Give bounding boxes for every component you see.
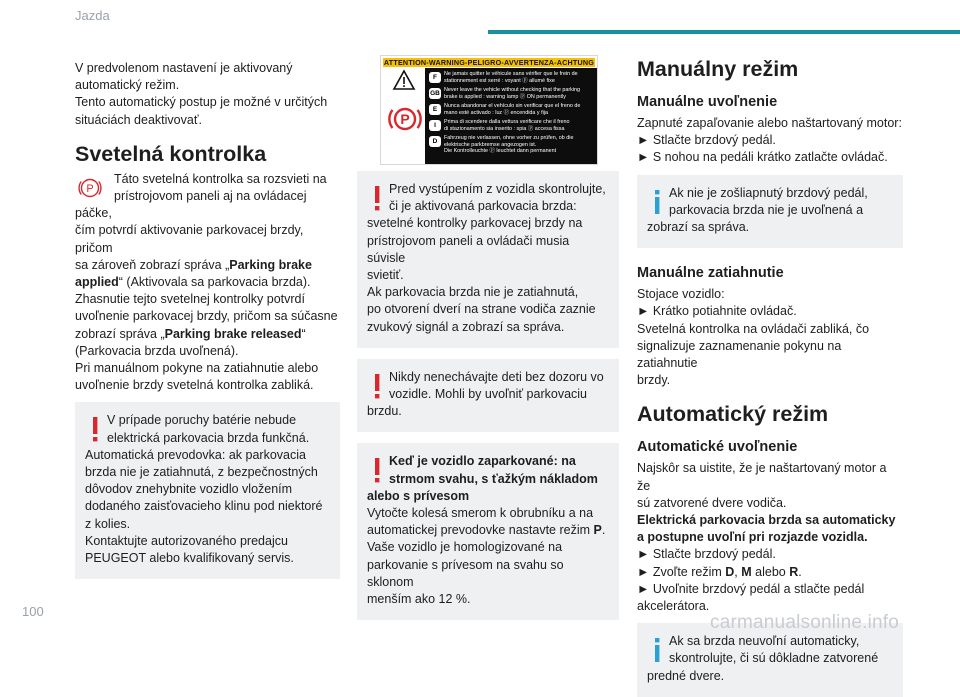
heading-manual-mode: Manuálny režim [637, 57, 799, 81]
watermark: carmanualsonline.info [710, 612, 900, 633]
battery-warning-box: V prípade poruchy batérie nebude elektrická parkovacia brzda funkčná. Automatická prevodovka: ak parkovacia brzda nie je zatiahnutá, z bezpečnostných dôvodov znehybnite vozidlo vložením dodaného zaisťovacieho klinu pod niektoré z kolies. Kontaktujte autorizovaného predajcu PEUGEOT alebo kvalifikovaný servis. [75, 402, 340, 579]
exclamation-warning-icon [367, 372, 387, 400]
heading-automatic-release: Automatické uvoľnenie [637, 439, 798, 456]
caution-triangle-icon [393, 70, 415, 90]
automatic-release-text: Najskôr sa uistite, že je naštartovaný motor a že sú zatvorené dvere vodiča. Elektrická parkovacia brzda sa automaticky a postupne uvoľní pri rozjazde vozidla. ► Stlačte brzdový pedál. ► Zvoľte režim D, M alebo R. ► Uvoľnite brzdový pedál a stlačte pedál akcelerátora. [637, 461, 896, 614]
parking-brake-lamp-icon [75, 173, 105, 203]
page-number: 100 [22, 604, 44, 619]
heading-manual-apply: Manuálne zatiahnutie [637, 265, 784, 282]
column-middle [357, 171, 619, 620]
header-accent-bar [488, 30, 960, 34]
manual-release-text: Zapnuté zapaľovanie alebo naštartovaný motor: ► Stlačte brzdový pedál. ► S nohou na pedáli krátko zatlačte ovládač. [637, 116, 902, 165]
info-icon [647, 188, 667, 216]
info-box-pedal: Ak nie je zošliapnutý brzdový pedál, parkovacia brzda nie je uvoľnená a zobrazí sa správa. [637, 175, 903, 249]
warning-lamp-paragraph: P Táto svetelná kontrolka sa rozsvieti na prístrojovom paneli aj na ovládacej páčke, čím potvrdí aktivovanie parkovacej brzdy, pričom sa zároveň zobrazí správa „Parking brake applied“ (Aktivovala sa parkovacia brzda). Zhasnutie tejto svetelnej kontrolky potvrdí uvoľnenie parkovacej brzdy, pričom sa súčasne zobrazí správa „Parking brake released“ (Parkovacia brzda uvoľnená). Pri manuálnom pokyne na zatiahnutie alebo uvoľnenie brzdy svetelná kontrolka zabliká. [75, 171, 338, 393]
heading-manual-release: Manuálne uvoľnenie [637, 94, 778, 110]
label-parking-brake-icon [387, 102, 423, 136]
exclamation-warning-icon [367, 456, 387, 484]
info-box-doors: Ak sa brzda neuvoľní automaticky, skontrolujte, či sú dôkladne zatvorené predné dvere. [637, 623, 903, 697]
exclamation-warning-icon [85, 415, 105, 443]
info-icon [647, 636, 667, 664]
heading-warning-lamp: Svetelná kontrolka [75, 141, 267, 166]
children-warning-box: Nikdy nenechávajte deti bez dozoru vo vozidle. Mohli by uvoľniť parkovaciu brzdu. [357, 359, 619, 433]
label-banner: ATTENTION-WARNING-PELIGRO-AVVERTENZA-ACHTUNG [383, 58, 595, 67]
label-text-panel: F Ne jamais quitter le véhicule sans vérifier que le frein de stationnement est serré : voyant ⓟ allumé fixe GB Never leave the vehicle without checking that the parking brake is applied : warning lamp ⓟ ON permanently E Nunca abandonar el vehículo sin verificar que el freno de mano esté activado : luz ⓟ encendida y fija I Prima di scendere dalla vettura verificare che il freno di stazionamento sia inserito : spia ⓟ accesa fissa D Fahrzeug nie verlassen, ohne vorher zu prüfen, ob die elektrische parkbremse angezogen ist. Die Kontrolleuchte ⓟ leuchtet dann permanent [425, 68, 597, 164]
svg-text:P: P [400, 111, 410, 127]
intro-text: V predvolenom nastavení je aktivovaný automatický režim. Tento automatický postup je možné v určitých situáciách deaktivovať. [75, 61, 328, 127]
manual-apply-text: Stojace vozidlo: ► Krátko potiahnite ovládač. Svetelná kontrolka na ovládači zabliká, čo signalizuje zaznamenanie pokynu na zatiahnutie brzdy. [637, 287, 870, 388]
slope-parking-warning-box: Keď je vozidlo zaparkované: na strmom svahu, s ťažkým nákladom alebo s prívesom Vytočte kolesá smerom k obrubníku a na automatickej prevodovke nastavte režim P. Vaše vozidlo je homologizované na parkovanie s prívesom na svahu so sklonom menším ako 12 %. [357, 443, 619, 620]
section-header: Jazda [75, 8, 110, 23]
exclamation-warning-icon [367, 184, 387, 212]
column-left [75, 60, 340, 579]
svg-text:P: P [86, 182, 94, 195]
check-brake-warning-box: Pred vystúpením z vozidla skontrolujte, či je aktivovaná parkovacia brzda: svetelné kontrolky parkovacej brzdy na prístrojovom paneli a ovládači musia súvisle svietiť. Ak parkovacia brzda nie je zatiahnutá, po otvorení dverí na strane vodiča zaznie zvukový signál a zobrazí sa správa. [357, 171, 619, 348]
parking-brake-warning-label [380, 55, 598, 165]
heading-automatic-mode: Automatický režim [637, 402, 829, 427]
column-right [637, 56, 903, 697]
